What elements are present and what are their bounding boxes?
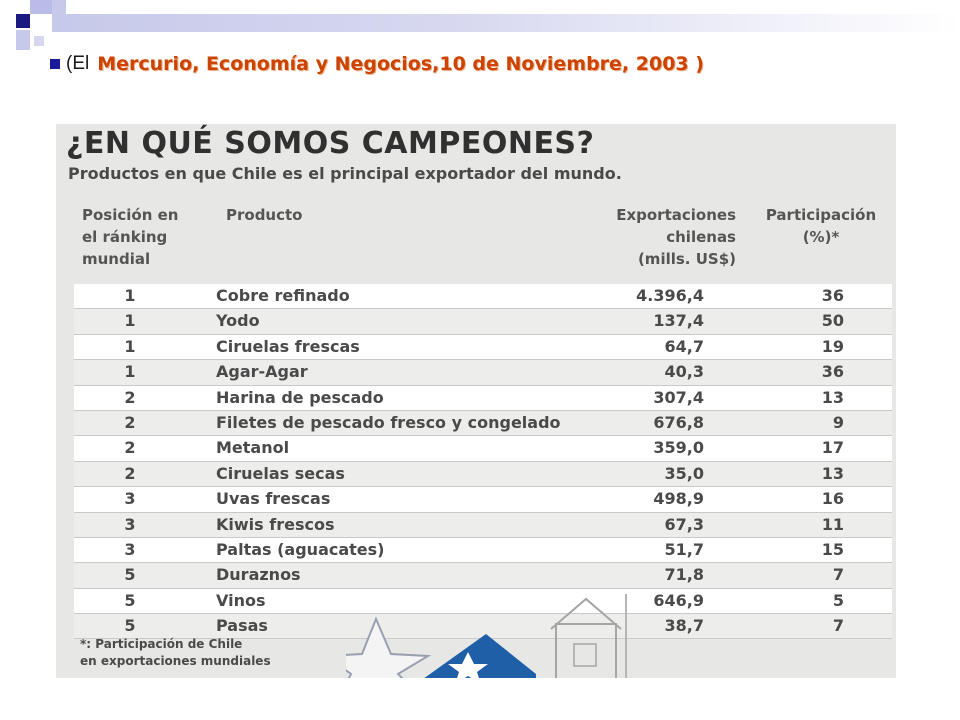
product-cell: Duraznos	[216, 565, 301, 585]
table-row	[74, 360, 892, 385]
share-cell: 5	[832, 590, 844, 610]
product-cell: Filetes de pescado fresco y congelado	[216, 412, 561, 432]
product-cell: Kiwis frescos	[216, 514, 335, 534]
rank-cell: 5	[124, 616, 136, 636]
share-cell: 17	[821, 438, 844, 458]
rank-cell: 2	[124, 463, 136, 483]
rank-cell: 1	[124, 286, 136, 305]
share-cell: 36	[821, 362, 844, 382]
exports-cell: 38,7	[664, 616, 704, 636]
bullet-square-icon	[50, 59, 60, 69]
share-cell: 19	[821, 336, 844, 356]
share-cell: 15	[821, 539, 844, 559]
rank-cell: 3	[124, 514, 136, 534]
share-cell: 13	[821, 463, 844, 483]
header-exports: Exportaciones chilenas (mills. US$)	[616, 206, 736, 268]
share-cell: 7	[832, 616, 844, 636]
rank-cell: 1	[124, 311, 136, 331]
table-row	[74, 487, 892, 512]
rank-cell: 5	[124, 590, 136, 610]
clipping-subtitle: Productos en que Chile es el principal exportador del mundo.	[68, 164, 622, 183]
exports-cell: 71,8	[664, 565, 704, 585]
table-row	[74, 462, 892, 487]
header-gradient-bar	[66, 14, 960, 32]
exports-cell: 676,8	[653, 412, 704, 432]
exports-cell: 40,3	[664, 362, 704, 382]
exports-cell: 498,9	[653, 489, 704, 509]
exports-cell: 307,4	[653, 387, 704, 407]
exports-cell: 359,0	[653, 438, 704, 458]
exports-cell: 67,3	[664, 514, 704, 534]
product-cell: Cobre refinado	[216, 286, 350, 305]
share-cell: 9	[832, 412, 844, 432]
product-cell: Paltas (aguacates)	[216, 539, 385, 559]
table-row	[74, 335, 892, 360]
ranking-table	[74, 284, 892, 639]
rank-cell: 3	[124, 539, 136, 559]
product-cell: Harina de pescado	[216, 387, 384, 407]
clipping-title: ¿EN QUÉ SOMOS CAMPEONES?	[66, 126, 595, 161]
share-cell: 7	[832, 565, 844, 585]
table-row	[74, 538, 892, 563]
header-share: Participación (%)*	[765, 206, 877, 246]
header-position: Posición en el ránking mundial	[82, 206, 179, 268]
exports-cell: 137,4	[653, 311, 704, 331]
rank-cell: 5	[124, 565, 136, 585]
product-cell: Vinos	[216, 590, 266, 610]
footnote: *: Participación de Chile en exportaciones mundiales	[80, 637, 271, 668]
citation-source: Mercurio, Economía y Negocios,10 de Noviembre, 2003 )	[97, 53, 704, 75]
product-cell: Metanol	[216, 438, 290, 458]
product-cell: Uvas frescas	[216, 489, 331, 509]
product-cell: Pasas	[216, 616, 268, 636]
citation-line	[50, 50, 704, 78]
exports-cell: 646,9	[653, 590, 704, 610]
newspaper-clipping	[56, 124, 896, 678]
deco-square-lavender-2	[52, 0, 66, 32]
deco-square-lavender-1	[30, 0, 52, 14]
product-cell: Agar-Agar	[216, 362, 308, 382]
deco-square-lavender-4	[34, 36, 44, 46]
deco-square-navy	[16, 14, 30, 28]
product-cell: Ciruelas frescas	[216, 336, 360, 356]
exports-cell: 51,7	[664, 539, 704, 559]
share-cell: 36	[821, 286, 844, 305]
product-cell: Ciruelas secas	[216, 463, 345, 483]
table-row	[74, 386, 892, 411]
citation-prefix: (El	[66, 53, 90, 74]
share-cell: 11	[821, 514, 844, 534]
product-cell: Yodo	[216, 311, 260, 331]
table-row	[74, 284, 892, 309]
rank-cell: 2	[124, 438, 136, 458]
exports-cell: 4.396,4	[636, 286, 704, 305]
table-row	[74, 563, 892, 588]
share-cell: 16	[821, 489, 844, 509]
share-cell: 13	[821, 387, 844, 407]
table-row	[74, 309, 892, 334]
rank-cell: 2	[124, 412, 136, 432]
exports-cell: 35,0	[664, 463, 704, 483]
deco-square-lavender-3	[16, 30, 30, 50]
exports-cell: 64,7	[664, 336, 704, 356]
table-row	[74, 436, 892, 461]
table-row	[74, 411, 892, 436]
rank-cell: 3	[124, 489, 136, 509]
rank-cell: 1	[124, 336, 136, 356]
share-cell: 50	[821, 311, 844, 331]
chile-flag-star-icon	[346, 594, 646, 678]
table-row	[74, 513, 892, 538]
header-product: Producto	[226, 206, 303, 224]
rank-cell: 1	[124, 362, 136, 382]
rank-cell: 2	[124, 387, 136, 407]
